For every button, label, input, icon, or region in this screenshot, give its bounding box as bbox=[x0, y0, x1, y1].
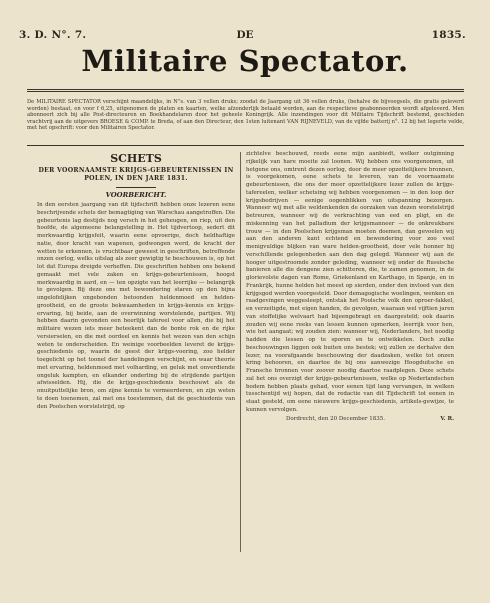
masthead-title: Militaire Spectator. bbox=[81, 44, 409, 78]
section-title: VOORBERICHT. bbox=[105, 191, 167, 199]
left-column-text: In den eersten jaargang van dit tijdschrift hebben onze lezeren eene beschrijvende schets der bemagtiging van Warschau aangetroffen. Die gebeurtenis lag destijds nog versch in het geheugen, en riep, uit den hoofde, de algemeene belangstelling in. Het tijdvertoop, sedert dit merkwaardig krijgsfeit, waarin eene opvoerige, doch heldhaftige natie, door kracht van wapenen, gedwongen werd, de kracht der wetten te erkennen, is vruchtbaar geweest in geschriften, betreffende onzen oorlog, welks uitslag als zeer gewigtig te beschouwen is, op het lot dat Europa dreigde verheffen. Die geschriften hebben ons bekend gemaakt met vele zaken en krijgs-gebeurtenissen, hoogst merkwaardig in aard, en — ten opzigte van het leerrijke — belangrijk te gevolgen. Bij deze ons met bewondering staren op den bijna ongelofelijken ongebonden betoonden heldenmoed en helden-grootheid, en de groote bekwaamheden in krijgs-kennis en krijgs-ervaring, bij beide, aan de overwinning worstelende, partijen. Wij hebben daarin gevonden een heerlijk tafereel voor allen, die bij het militaire wezen iets meer beteekent dan de bonte rok en de rijke versierselen, en die met oordeel en kennis het wezen van den schijn weten te onderscheiden. En weinige voorbeelden leveret de krijgs-geschiedenis op, waarin de geest der krijgs-voering, zoo helder toegelicht op het toonel der handelingen verschijnt, en waar theorie met ervaring, heldenmoed met volharding, en geluk met onverdiende ongeluk kampten, en elkander onderling bij de strijdende partijen afwisselden. Hij, die de krijgs-geschiedenis beschouwt als de onuitputtelijke bron, om zijne kennis te vermeerderen, en zijn weten te doen toenemen, zal met ons toestemmen, dat de geschiedenis van den Poolschen worstelstrijd, op bbox=[37, 202, 235, 410]
right-column bbox=[246, 151, 454, 553]
heading-rule bbox=[116, 187, 156, 188]
title-article: DE bbox=[236, 29, 254, 41]
left-column bbox=[37, 152, 235, 554]
signature bbox=[246, 416, 454, 424]
column-divider bbox=[240, 152, 241, 552]
signature-place-date: Dordrecht, den 20 December 1835. bbox=[286, 415, 386, 422]
article-subheading-line1: DER VOORNAAMSTE KRIJGS-GEBEURTENISSEN IN bbox=[38, 167, 234, 174]
subscription-notice: De MILITAIRE SPECTATOR verschijnt maandelijks, in N°s. van 3 vellen druks; zoodat de Jaargang uit 36 vellen druks, (behalve de bijvoegsels, die gratis geleverd worden) bestaat, en voor f 6,25, uitgenomen de platen en kaarten, welke afzonderlijk betaald worden, aan de respectieve geabonneerden wordt afgeleverd. Men abonneert zich bij alle Post-directeuren en Boekhandelaren door het geheele Koningrijk. Alle inzendingen voor dit Militaire Tijdschrift bestemd, geschieden vrachtvrij aan de uitgevers BROESE & COMP. te Breda, of aan den Directeur, den 1sten luitenant VAN RIJNEVELD, van de vijfde batterij n°. 12 bij het legerte velde, met het opschrift: voor den Militairen Spectator. bbox=[27, 99, 464, 132]
volume-number: 3. D. N°. 7. bbox=[19, 29, 87, 41]
article-heading: SCHETS bbox=[110, 152, 162, 165]
right-column-text: zichtelve beschouwd, reeds eene mijn aanbiedt, welker outginning rijkelijk van hare moeite zal loonen. Wij hebben ons voorgenomen, uit hetgene ons, omtrent dezen oorlog, door de meer opzettelijkere bronnen, is voorgekomen, eene schets te leveren, van de voornaamste gebeurtenissen, die ons der meer opzettelijkere lezer zullen de krijgs-tafereelen, welker schetsing wij hebben voorgenomen — in den loop der krijgsbedrijven — eenige oogenblikken van uitspanning bezorgen. Wanneer wij met alle weldenkenden de oorzaken van dezen worstelstrijd betreuren, wanneer wij de verkrachting van eed en pligt, en de miskenning van het palladium der krijgsmanneer — de onkreukbare trouw — in den Poolschen krijgsman moeten doemen, dan gevoelen wij aan den anderen kant echtend en bewondering voor zoo veel menigvuldige blijken van ware helden-grootheid, door vele honner bij verschillende gelegenheden aan den dag gelegd. Wanneer wij aan de hooger uitgestroomde zonder geleding, wanneer wij onder de Russische banieren alle die dengene zien schitteren, die, te zamen genomen, in de glorievolste dagen van Rome, Griekenland en Karthago, in Spanje, en in Frankrijk, hunne helden het meest op sierden, onder den invloed van den krijgsgod werden voorgesteld. Door demagogische woelingen, wenken en raadgevingen weggesleept, ontstak het Poolsche volk den oproer-fakkel, en verzeitigde, met eigen handen, de gevolgen, waaraan wel vijftien jaren van stoffelijke welvaart had bijeengebragt en daargesteld; ook daarin zouden wij eene reeks van lessen kunnen opmerken, leerrijk voor hen, wie het aangaat; wij zouden zien: wanneer wij, Nederlanders, het noodig hadden die lessen op te sporen en te ontwikkelen. Doch zulke beschouwingen liggen ook buiten ons bestek; wij zullen ze derhalve den lezer, na voorafgaande beschouwing der daadzaken, welke tot onzen kring behooren, en daartoe de bij ons aanwezige Hoogduitsche en Fransche bronnen voor zoover noodig daartoe raadplegen. Deze schets zal het ons overzigt der krijgs-gebeurtenissen, welke op Nederlandschen bodem hebben plaats gehad, voor eenen tijd lang vervangen, in welken tusschentijd wij hopen, dat de redactie van dit Tijdschrift tot eenen in staat gesteld, om eene nieuwere krijgs-geschiedenis, artikels-gewijze, te kunnen vervolgen. bbox=[246, 151, 454, 413]
signature-initials: V. R. bbox=[440, 415, 454, 422]
article-subheading-line2: POLEN, IN DEN JARE 1831. bbox=[84, 175, 188, 182]
year: 1835. bbox=[431, 29, 466, 41]
notice-rule bbox=[27, 145, 464, 146]
masthead-rule bbox=[27, 89, 464, 92]
